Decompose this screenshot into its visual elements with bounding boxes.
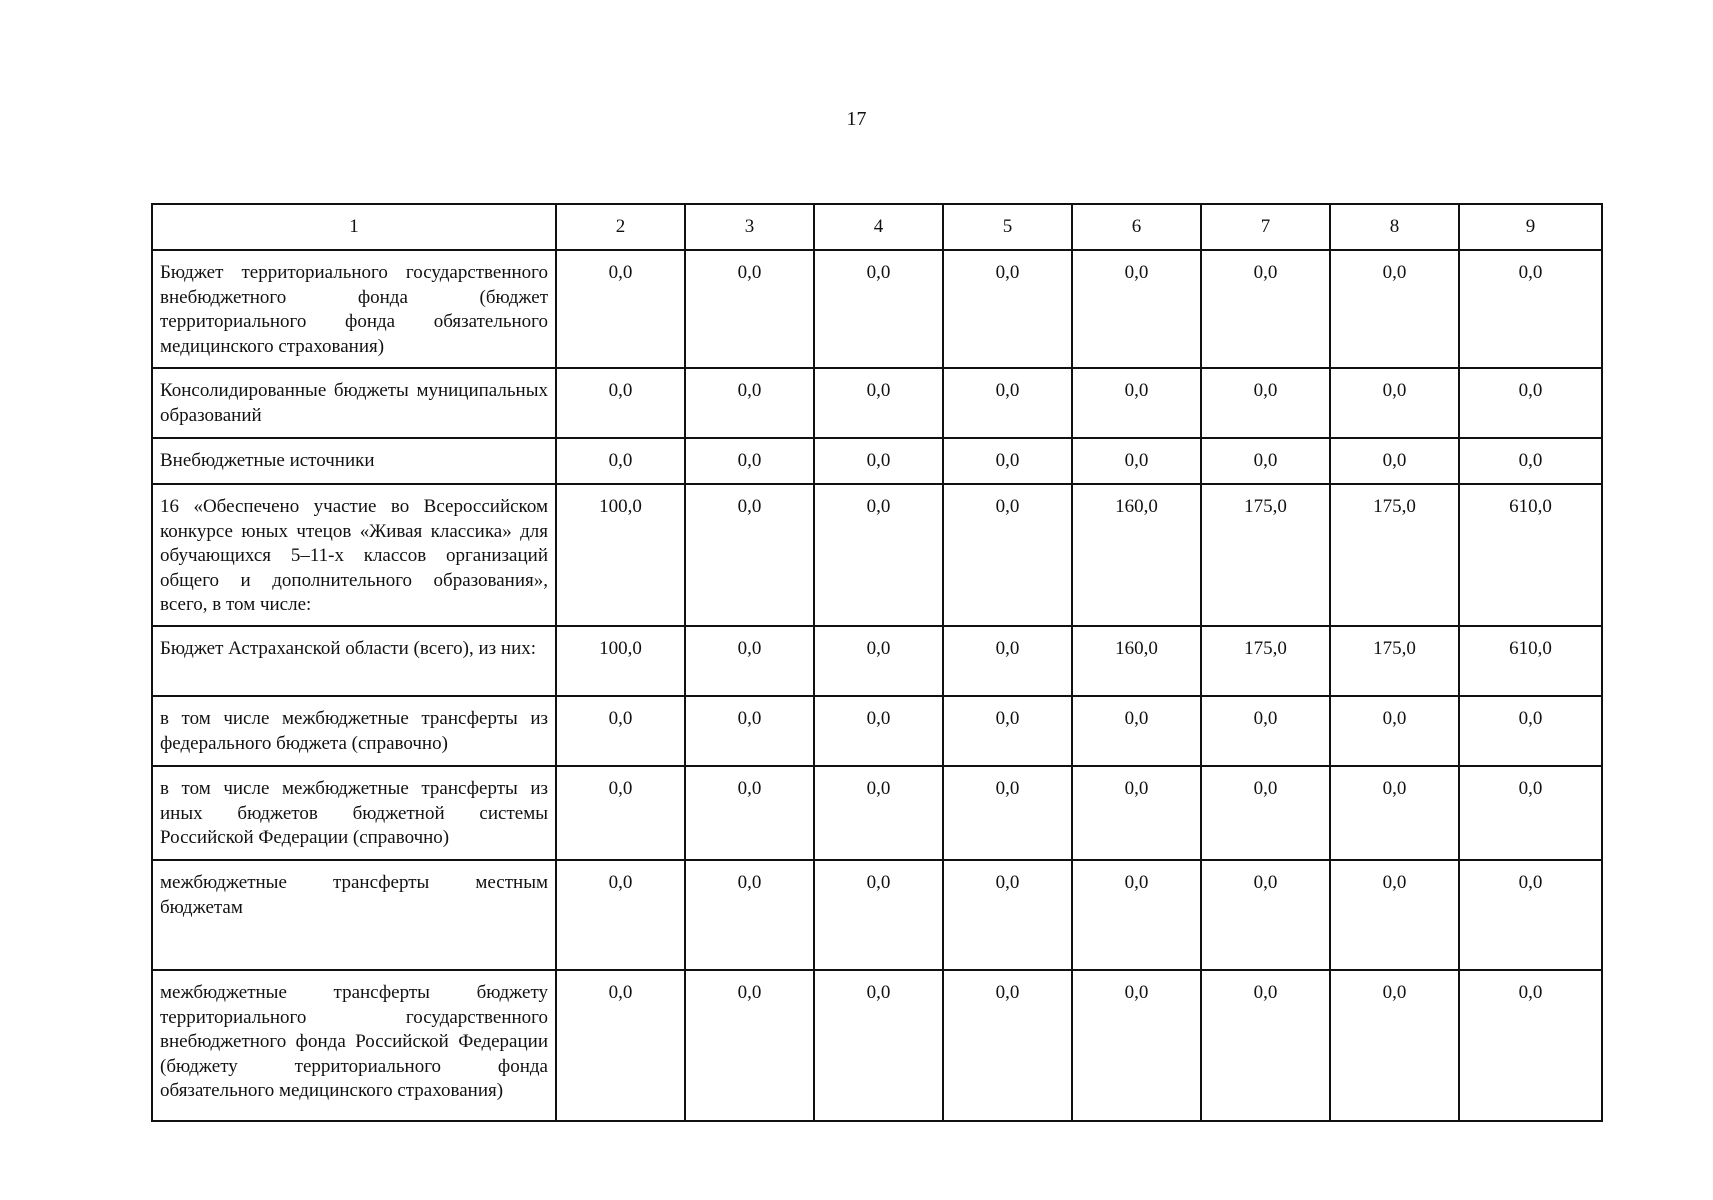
table-cell: 0,0 [1072,766,1201,860]
table-cell: 175,0 [1201,626,1330,696]
table-row [152,626,1602,696]
table-cell: 0,0 [556,766,685,860]
table-cell: 0,0 [814,626,943,696]
table-header-row [152,204,1602,250]
table-cell: 0,0 [1072,368,1201,438]
table-row [152,970,1602,1121]
row-label: Бюджет Астраханской области (всего), из них: [152,626,556,696]
table-cell: 0,0 [685,696,814,766]
table-cell: 0,0 [685,368,814,438]
table-cell: 0,0 [814,484,943,626]
table-cell: 0,0 [1330,766,1459,860]
table-row [152,484,1602,626]
table-cell: 0,0 [1201,970,1330,1121]
table-cell: 0,0 [1330,438,1459,484]
table-cell: 0,0 [685,438,814,484]
table-cell: 100,0 [556,626,685,696]
table-row [152,766,1602,860]
column-header: 5 [943,204,1072,250]
table-cell: 0,0 [1330,696,1459,766]
table-cell: 0,0 [943,696,1072,766]
table-cell: 0,0 [685,484,814,626]
row-label: Бюджет территориального государственного внебюджетного фонда (бюджет территориального фонда обязательного медицинского страхования) [152,250,556,368]
table-cell: 0,0 [685,626,814,696]
column-header: 8 [1330,204,1459,250]
row-label: межбюджетные трансферты бюджету территориального государственного внебюджетного фонда Российской Федерации (бюджету территориального фонда обязательного медицинского страхования) [152,970,556,1121]
table-cell: 0,0 [556,860,685,970]
table-cell: 0,0 [1201,368,1330,438]
table-cell: 175,0 [1330,626,1459,696]
row-label: в том числе межбюджетные трансферты из иных бюджетов бюджетной системы Российской Федерации (справочно) [152,766,556,860]
table-cell: 0,0 [685,766,814,860]
table-cell: 0,0 [685,250,814,368]
table-cell: 0,0 [556,970,685,1121]
table-cell: 0,0 [1459,438,1602,484]
table-row [152,696,1602,766]
table-cell: 0,0 [1330,368,1459,438]
table-row [152,860,1602,970]
table-cell: 0,0 [1459,696,1602,766]
table-cell: 0,0 [1459,766,1602,860]
table-cell: 0,0 [685,860,814,970]
table-row [152,438,1602,484]
column-header: 3 [685,204,814,250]
table-cell: 0,0 [814,368,943,438]
table-cell: 0,0 [943,970,1072,1121]
table-cell: 0,0 [1072,696,1201,766]
table-row [152,250,1602,368]
table-cell: 0,0 [943,368,1072,438]
table-cell: 610,0 [1459,626,1602,696]
table-cell: 0,0 [814,438,943,484]
table-cell: 0,0 [943,250,1072,368]
table-cell: 0,0 [943,438,1072,484]
table-cell: 0,0 [1330,250,1459,368]
table-cell: 0,0 [943,626,1072,696]
row-label: в том числе межбюджетные трансферты из федерального бюджета (справочно) [152,696,556,766]
table-cell: 0,0 [814,250,943,368]
table-cell: 0,0 [685,970,814,1121]
table-cell: 175,0 [1330,484,1459,626]
page-number: 17 [846,108,867,130]
table-cell: 0,0 [556,438,685,484]
table-cell: 160,0 [1072,484,1201,626]
table-cell: 0,0 [943,484,1072,626]
row-label: 16 «Обеспечено участие во Всероссийском конкурсе юных чтецов «Живая классика» для обучающихся 5–11-х классов организаций общего и дополнительного образования», всего, в том числе: [152,484,556,626]
budget-table [151,203,1603,1122]
column-header: 2 [556,204,685,250]
table-cell: 0,0 [1459,970,1602,1121]
table-cell: 0,0 [1459,368,1602,438]
table-cell: 0,0 [814,766,943,860]
column-header: 9 [1459,204,1602,250]
table-cell: 0,0 [1072,970,1201,1121]
column-header: 6 [1072,204,1201,250]
table-cell: 610,0 [1459,484,1602,626]
table-cell: 0,0 [814,696,943,766]
table-cell: 0,0 [943,860,1072,970]
table-cell: 100,0 [556,484,685,626]
column-header: 4 [814,204,943,250]
table-cell: 0,0 [556,696,685,766]
table-cell: 0,0 [1072,860,1201,970]
table-cell: 175,0 [1201,484,1330,626]
table-cell: 160,0 [1072,626,1201,696]
table-cell: 0,0 [814,970,943,1121]
row-label: Внебюджетные источники [152,438,556,484]
table-cell: 0,0 [1330,970,1459,1121]
table-cell: 0,0 [1072,250,1201,368]
table-cell: 0,0 [1330,860,1459,970]
table-cell: 0,0 [1201,696,1330,766]
table-cell: 0,0 [556,368,685,438]
table-cell: 0,0 [1459,860,1602,970]
table-cell: 0,0 [1201,250,1330,368]
table-cell: 0,0 [1459,250,1602,368]
column-header: 1 [152,204,556,250]
table-cell: 0,0 [556,250,685,368]
column-header: 7 [1201,204,1330,250]
table-cell: 0,0 [943,766,1072,860]
row-label: Консолидированные бюджеты муниципальных образований [152,368,556,438]
table-cell: 0,0 [1201,766,1330,860]
table-cell: 0,0 [1201,438,1330,484]
table-row [152,368,1602,438]
table-cell: 0,0 [1201,860,1330,970]
table-cell: 0,0 [814,860,943,970]
row-label: межбюджетные трансферты местным бюджетам [152,860,556,970]
table-cell: 0,0 [1072,438,1201,484]
